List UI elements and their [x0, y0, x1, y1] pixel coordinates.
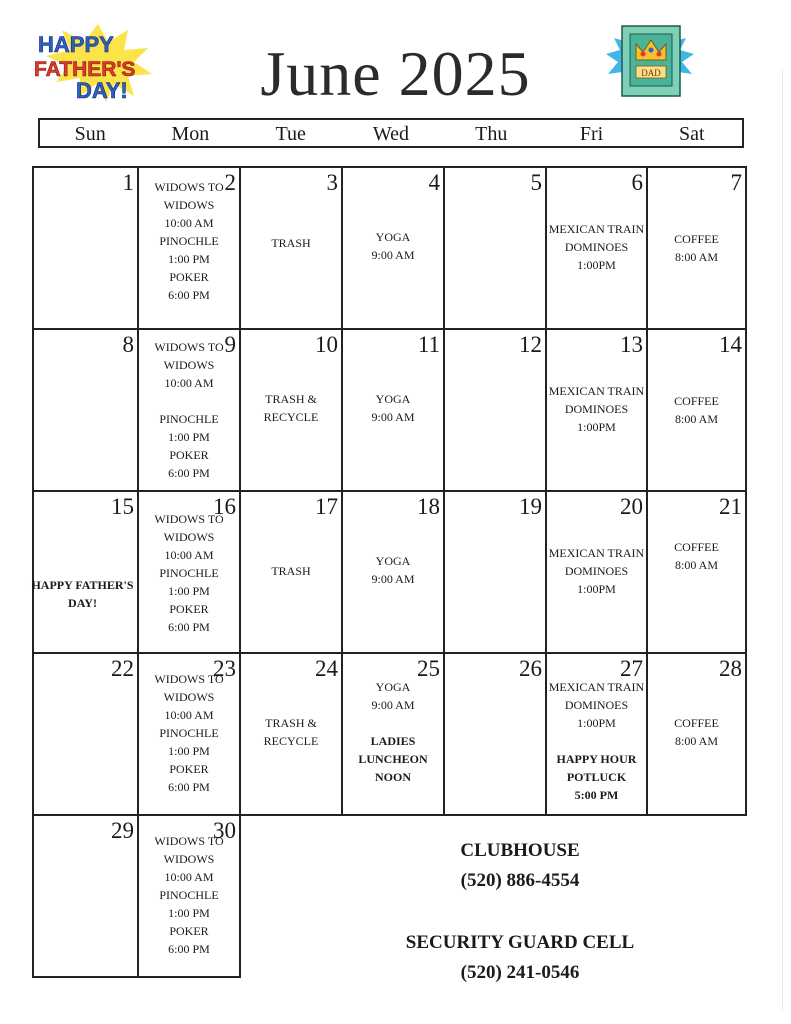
- event-line: 9:00 AM: [371, 410, 415, 424]
- day-number: 25: [417, 656, 440, 681]
- day-cell-18: [341, 490, 445, 654]
- event-line: YOGA: [375, 680, 411, 694]
- event-line: 6:00 PM: [168, 780, 210, 794]
- event-list: [241, 562, 341, 580]
- event-line: 1:00 PM: [168, 744, 210, 758]
- event-line: DOMINOES: [564, 564, 629, 578]
- event-line: 6:00 PM: [168, 620, 210, 634]
- day-number: 12: [519, 332, 542, 357]
- event-line: WIDOWS TO: [154, 180, 224, 194]
- svg-text:DAY!: DAY!: [76, 78, 128, 102]
- contact-phone: (520) 241-0546: [460, 962, 580, 983]
- event-line: WIDOWS: [163, 690, 215, 704]
- event-line: PINOCHLE: [159, 888, 219, 902]
- weekday-tue: Tue: [275, 123, 306, 145]
- day-number: 22: [111, 656, 134, 681]
- event-line: [547, 732, 646, 750]
- event-line: 1:00PM: [577, 582, 616, 596]
- event-line: [139, 392, 239, 410]
- event-line: HAPPY FATHER'S: [31, 578, 134, 592]
- day-number: 8: [122, 332, 134, 357]
- weekday-sun: Sun: [74, 123, 106, 145]
- event-line: 1:00 PM: [168, 252, 210, 266]
- event-list: [648, 538, 745, 574]
- day-number: 13: [620, 332, 643, 357]
- day-cell-9: [137, 328, 241, 492]
- event-line: [343, 714, 443, 732]
- day-number: 20: [620, 494, 643, 519]
- event-list: [139, 510, 239, 636]
- event-list: [241, 390, 341, 426]
- event-line: 10:00 AM: [164, 708, 214, 722]
- event-line: COFFEE: [674, 394, 719, 408]
- event-line: YOGA: [375, 554, 411, 568]
- contact-block: [330, 836, 710, 896]
- event-line: RECYCLE: [263, 734, 319, 748]
- day-number: 2: [224, 170, 236, 195]
- day-cell-16: [137, 490, 241, 654]
- weekday-fri: Fri: [579, 123, 604, 145]
- page-title: June 2025: [260, 38, 531, 109]
- weekday-thu: Thu: [475, 123, 508, 145]
- day-cell-6: [545, 166, 648, 330]
- event-line: YOGA: [375, 392, 411, 406]
- day-number: 23: [213, 656, 236, 681]
- event-list: [343, 228, 443, 264]
- day-cell-5: [443, 166, 547, 330]
- event-line: DAY!: [68, 596, 97, 610]
- scan-edge: [782, 70, 783, 1010]
- weekday-header: [38, 118, 744, 148]
- day-number: 19: [519, 494, 542, 519]
- day-cell-29: [32, 814, 139, 978]
- event-line: COFFEE: [674, 716, 719, 730]
- day-cell-21: [646, 490, 747, 654]
- day-number: 3: [326, 170, 338, 195]
- event-line: 8:00 AM: [674, 734, 718, 748]
- event-line: 8:00 AM: [674, 558, 718, 572]
- event-line: MEXICAN TRAIN: [548, 222, 645, 236]
- day-cell-13: [545, 328, 648, 492]
- event-line: DOMINOES: [564, 698, 629, 712]
- day-number: 10: [315, 332, 338, 357]
- event-line: POKER: [169, 602, 209, 616]
- event-line: WIDOWS: [163, 358, 215, 372]
- event-line: TRASH: [271, 564, 311, 578]
- event-line: 1:00 PM: [168, 906, 210, 920]
- day-number: 28: [719, 656, 742, 681]
- event-line: POKER: [169, 448, 209, 462]
- day-number: 15: [111, 494, 134, 519]
- event-list: [343, 678, 443, 786]
- day-number: 4: [428, 170, 440, 195]
- day-cell-2: [137, 166, 241, 330]
- event-line: COFFEE: [674, 540, 719, 554]
- day-number: 27: [620, 656, 643, 681]
- event-line: WIDOWS: [163, 198, 215, 212]
- day-number: 30: [213, 818, 236, 843]
- event-line: 6:00 PM: [168, 466, 210, 480]
- weekday-sat: Sat: [679, 123, 705, 145]
- svg-text:FATHER'S: FATHER'S: [34, 58, 136, 81]
- event-line: 10:00 AM: [164, 870, 214, 884]
- event-list: [648, 392, 745, 428]
- event-line: WIDOWS TO: [154, 512, 224, 526]
- day-cell-14: [646, 328, 747, 492]
- event-list: [648, 230, 745, 266]
- event-line: 10:00 AM: [164, 376, 214, 390]
- event-line: POKER: [169, 270, 209, 284]
- event-line: HAPPY HOUR: [556, 752, 637, 766]
- event-line: 9:00 AM: [371, 572, 415, 586]
- event-line: 1:00PM: [577, 258, 616, 272]
- event-list: [343, 552, 443, 588]
- event-line: 1:00 PM: [168, 584, 210, 598]
- day-number: 29: [111, 818, 134, 843]
- event-list: [241, 714, 341, 750]
- day-number: 7: [730, 170, 742, 195]
- day-cell-10: [239, 328, 343, 492]
- event-line: POKER: [169, 762, 209, 776]
- day-number: 1: [122, 170, 134, 195]
- day-number: 24: [315, 656, 338, 681]
- event-line: 10:00 AM: [164, 216, 214, 230]
- day-cell-27: [545, 652, 648, 816]
- day-number: 26: [519, 656, 542, 681]
- day-number: 21: [719, 494, 742, 519]
- event-line: 8:00 AM: [674, 250, 718, 264]
- event-line: 1:00 PM: [168, 430, 210, 444]
- event-list: [31, 576, 137, 612]
- contact-label: SECURITY GUARD CELL: [405, 932, 635, 953]
- day-cell-20: [545, 490, 648, 654]
- event-line: POKER: [169, 924, 209, 938]
- event-line: MEXICAN TRAIN: [548, 384, 645, 398]
- event-line: WIDOWS TO: [154, 340, 224, 354]
- day-cell-7: [646, 166, 747, 330]
- day-cell-26: [443, 652, 547, 816]
- day-cell-15: [32, 490, 139, 654]
- event-list: [648, 714, 745, 750]
- event-list: [547, 382, 646, 436]
- event-line: COFFEE: [674, 232, 719, 246]
- day-number: 17: [315, 494, 338, 519]
- event-line: TRASH &: [265, 392, 317, 406]
- day-cell-3: [239, 166, 343, 330]
- event-line: 8:00 AM: [674, 412, 718, 426]
- day-cell-28: [646, 652, 747, 816]
- event-line: 5:00 PM: [574, 788, 619, 802]
- event-line: LADIES: [370, 734, 416, 748]
- event-line: LUNCHEON: [358, 752, 428, 766]
- event-line: WIDOWS: [163, 852, 215, 866]
- event-list: [241, 234, 341, 252]
- svg-text:HAPPY: HAPPY: [38, 32, 114, 57]
- day-cell-24: [239, 652, 343, 816]
- event-line: DOMINOES: [564, 402, 629, 416]
- event-line: TRASH: [271, 236, 311, 250]
- event-line: 1:00PM: [577, 716, 616, 730]
- weekday-mon: Mon: [171, 123, 210, 145]
- day-cell-1: [32, 166, 139, 330]
- event-list: [139, 178, 239, 304]
- event-list: [139, 670, 239, 796]
- day-cell-8: [32, 328, 139, 492]
- day-cell-19: [443, 490, 547, 654]
- event-line: RECYCLE: [263, 410, 319, 424]
- event-line: PINOCHLE: [159, 726, 219, 740]
- event-line: TRASH &: [265, 716, 317, 730]
- event-list: [547, 220, 646, 274]
- day-cell-12: [443, 328, 547, 492]
- day-number: 16: [213, 494, 236, 519]
- event-line: 9:00 AM: [371, 698, 415, 712]
- contact-label: CLUBHOUSE: [460, 840, 580, 861]
- day-number: 14: [719, 332, 742, 357]
- card-dad-text: DAD: [641, 68, 661, 78]
- day-cell-23: [137, 652, 241, 816]
- event-list: [547, 544, 646, 598]
- day-cell-11: [341, 328, 445, 492]
- day-number: 6: [631, 170, 643, 195]
- event-line: 10:00 AM: [164, 548, 214, 562]
- day-cell-17: [239, 490, 343, 654]
- event-line: 6:00 PM: [168, 942, 210, 956]
- day-number: 9: [224, 332, 236, 357]
- event-line: YOGA: [375, 230, 411, 244]
- event-list: [139, 832, 239, 958]
- event-list: [547, 678, 646, 804]
- event-line: MEXICAN TRAIN: [548, 680, 645, 694]
- event-line: WIDOWS TO: [154, 834, 224, 848]
- day-number: 5: [530, 170, 542, 195]
- day-cell-4: [341, 166, 445, 330]
- event-line: 6:00 PM: [168, 288, 210, 302]
- contact-phone: (520) 886-4554: [460, 870, 580, 891]
- event-line: WIDOWS: [163, 530, 215, 544]
- day-cell-30: [137, 814, 241, 978]
- event-line: PINOCHLE: [159, 234, 219, 248]
- event-list: [343, 390, 443, 426]
- contact-block: [330, 928, 710, 988]
- day-number: 11: [417, 332, 440, 357]
- event-line: WIDOWS TO: [154, 672, 224, 686]
- event-line: POTLUCK: [566, 770, 627, 784]
- event-line: NOON: [375, 770, 411, 784]
- event-line: DOMINOES: [564, 240, 629, 254]
- weekday-wed: Wed: [372, 123, 410, 145]
- day-cell-22: [32, 652, 139, 816]
- event-list: [139, 338, 239, 482]
- day-number: 18: [417, 494, 440, 519]
- day-cell-25: [341, 652, 445, 816]
- event-line: MEXICAN TRAIN: [548, 546, 645, 560]
- event-line: PINOCHLE: [159, 566, 219, 580]
- event-line: PINOCHLE: [159, 412, 219, 426]
- event-line: 1:00PM: [577, 420, 616, 434]
- event-line: 9:00 AM: [371, 248, 415, 262]
